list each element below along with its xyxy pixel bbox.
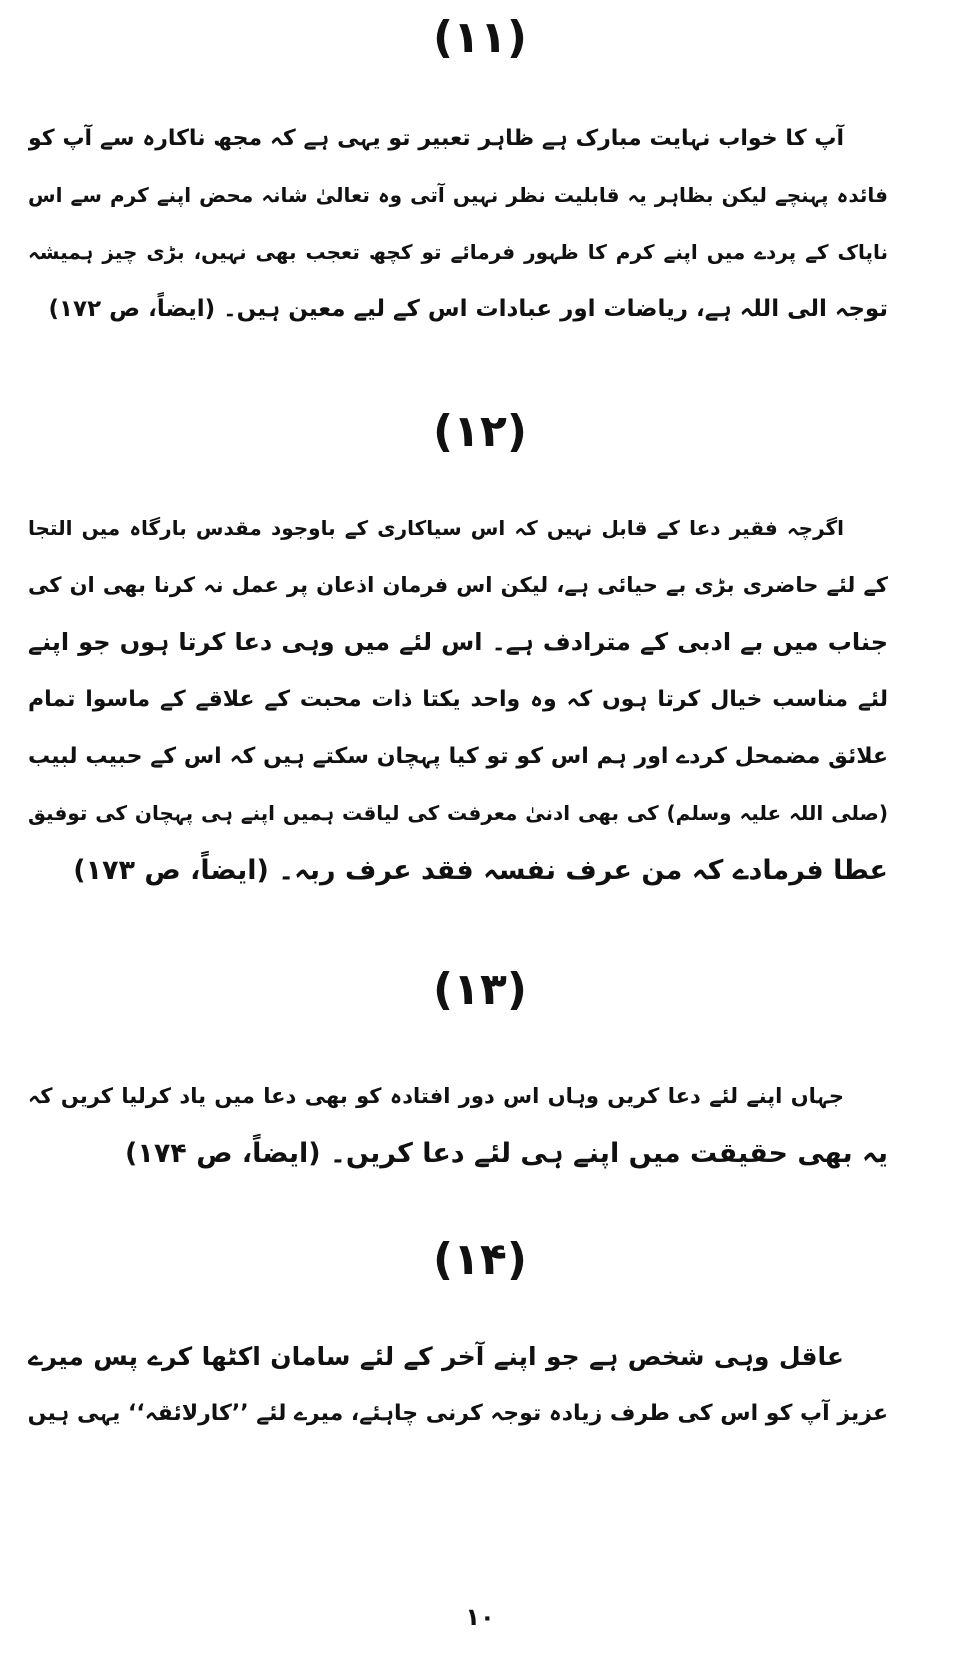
paragraph [28, 110, 888, 338]
text-line: ناپاک کے پردے میں اپنے کرم کا ظہور فرمائے تو کچھ تعجب بھی نہیں، بڑی چیز ہمیشہ [28, 240, 888, 264]
paragraph [28, 500, 888, 899]
section-number: (۱۲) [433, 406, 527, 457]
text-line: (صلی اللہ علیہ وسلم) کی بھی ادنیٰ معرفت کی لیاقت ہمیں اپنے ہی پہچان کی توفیق [28, 801, 888, 825]
text-line: عاقل وہی شخص ہے جو اپنے آخر کے لئے سامان اکٹھا کرے پس میرے [28, 1342, 844, 1371]
text-line: لئے مناسب خیال کرتا ہوں کہ وہ واحد یکتا ذات محبت کے علاقے کے ماسوا تمام [28, 687, 888, 712]
text-line: توجہ الی اللہ ہے، ریاضات اور عبادات اس کے لیے معین ہیں۔ (ایضاً، ص ۱۷۲) [48, 296, 888, 322]
paragraph [28, 1328, 888, 1442]
text-line: عزیز آپ کو اس کی طرف زیادہ توجہ کرنی چاہئے، میرے لئے ’’کارلائقہ‘‘ یہی ہیں [28, 1401, 888, 1426]
text-line: جناب میں بے ادبی کے مترادف ہے۔ اس لئے میں وہی دعا کرتا ہوں جو اپنے [28, 628, 888, 656]
text-line: یہ بھی حقیقت میں اپنے ہی لئے دعا کریں۔ (ایضاً، ص ۱۷۴) [125, 1138, 888, 1169]
text-line: فائدہ پہنچے لیکن بظاہر یہ قابلیت نظر نہیں آتی وہ تعالیٰ شانہ محض اپنے کرم سے اس [28, 183, 888, 207]
text-line: اگرچہ فقیر دعا کے قابل نہیں کہ اس سیاکاری کے باوجود مقدس بارگاہ میں التجا [28, 516, 844, 540]
section-number: (۱۴) [433, 1234, 527, 1285]
text-line: عطا فرمادے کہ من عرف نفسہ فقد عرف ربہ۔ (ایضاً، ص ۱۷۳) [73, 855, 888, 886]
page-number: ۱۰ [465, 1603, 495, 1631]
text-line: کے لئے حاضری بڑی بے حیائی ہے، لیکن اس فرمان اذعان پر عمل نہ کرنا بھی ان کی [28, 573, 888, 597]
text-line: علائق مضمحل کردے اور ہم اس کو تو کیا پہچان سکتے ہیں کہ اس کے حبیب لبیب [28, 744, 888, 769]
section-number: (۱۱) [433, 12, 527, 63]
text-line: آپ کا خواب نہایت مبارک ہے ظاہر تعبیر تو یہی ہے کہ مجھ ناکارہ سے آپ کو [28, 126, 844, 151]
paragraph [28, 1068, 888, 1182]
text-line: جہاں اپنے لئے دعا کریں وہاں اس دور افتادہ کو بھی دعا میں یاد کرلیا کریں کہ [28, 1084, 844, 1108]
section-number: (۱۳) [433, 964, 527, 1015]
